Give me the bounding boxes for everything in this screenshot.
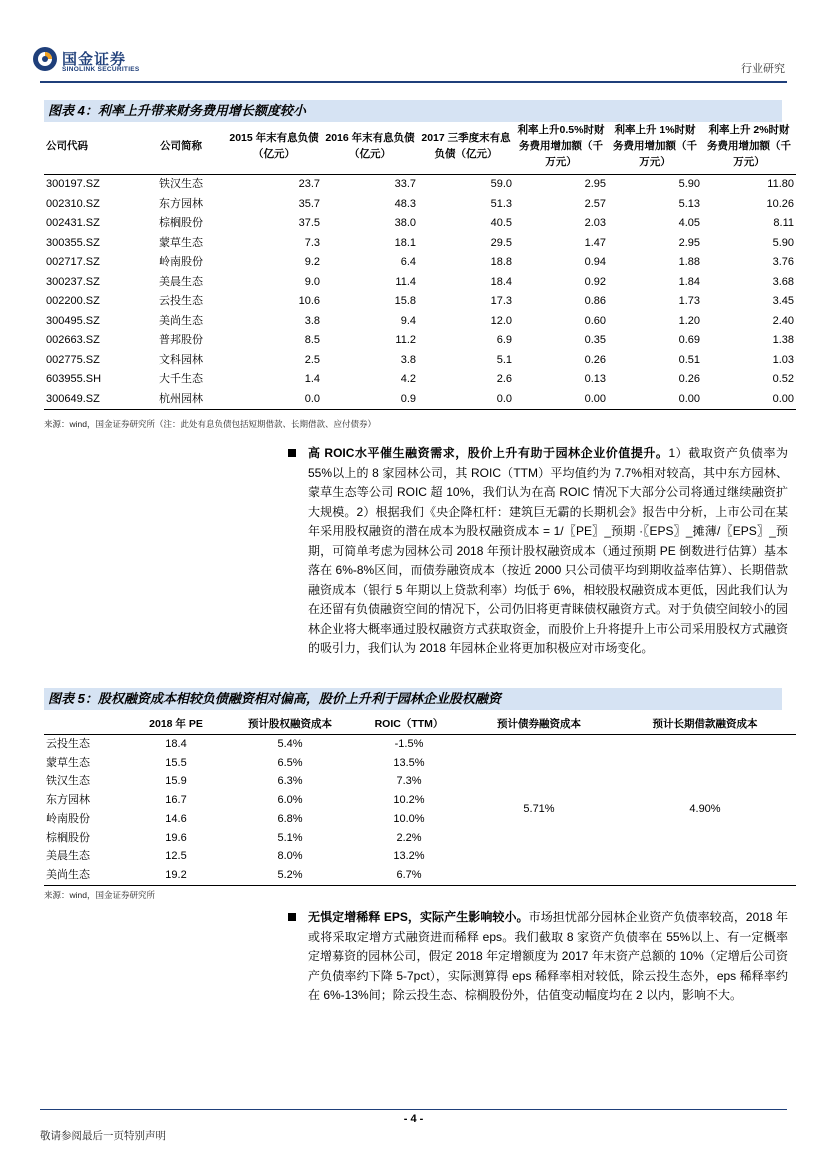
col-header: 2018 年 PE — [149, 717, 203, 730]
loan-cost-cell: 4.90% — [689, 803, 721, 816]
table-cell: 6.5% — [277, 756, 303, 769]
table-cell: 东方园林 — [46, 794, 90, 807]
table-cell: 3.45 — [772, 295, 794, 307]
table-cell: 15.9 — [165, 775, 187, 788]
section-label: 行业研究 — [741, 63, 785, 75]
table-cell: 云投生态 — [159, 295, 203, 307]
table-cell: 6.7% — [396, 868, 422, 881]
sinolink-logo-icon — [32, 46, 58, 72]
table-cell: 文科园林 — [159, 353, 203, 366]
table-row — [44, 390, 796, 410]
paragraph-lead: 无惧定增稀释 EPS，实际产生影响较小。 — [308, 910, 529, 924]
col-header: 2017 三季度末有息负债（亿元） — [421, 132, 511, 160]
table-cell: 603955.SH — [46, 373, 102, 385]
col-header: 公司简称 — [160, 140, 202, 152]
table-cell: 蒙草生态 — [159, 236, 203, 249]
table-cell: 7.3 — [304, 236, 320, 249]
table-cell: 蒙草生态 — [46, 756, 90, 769]
table-cell: 0.94 — [584, 256, 606, 268]
table-cell: 1.88 — [678, 256, 700, 268]
table-cell: 300495.SZ — [46, 314, 100, 327]
table-cell: 11.4 — [395, 275, 416, 288]
col-header — [44, 712, 126, 735]
table-cell: 2.5 — [304, 353, 320, 366]
table-cell: 5.90 — [678, 178, 700, 190]
table-cell: 29.5 — [490, 236, 512, 249]
table-cell: 铁汉生态 — [46, 775, 90, 788]
table-cell: 0.52 — [772, 373, 794, 385]
table-cell: 002200.SZ — [46, 295, 100, 307]
table-cell: 4.05 — [678, 217, 700, 229]
table-cell: 35.7 — [298, 197, 320, 210]
table-cell: 13.5% — [393, 756, 425, 769]
table-cell: 18.8 — [490, 256, 512, 268]
table-cell: 7.3% — [396, 775, 422, 788]
table-cell: 300649.SZ — [46, 392, 100, 405]
table-cell: 1.47 — [584, 236, 606, 249]
table-cell: 8.11 — [773, 217, 794, 229]
table-cell: 300197.SZ — [46, 178, 100, 190]
table-cell: 2.95 — [678, 236, 700, 249]
table-cell: 0.51 — [678, 353, 700, 366]
table-cell: 37.5 — [298, 217, 320, 229]
table-cell: 美晨生态 — [159, 275, 203, 288]
table-cell: 铁汉生态 — [159, 178, 203, 190]
table-row — [44, 351, 796, 371]
col-header: 利率上升0.5%时财务费用增加额（千万元） — [517, 124, 605, 168]
table-cell: 0.00 — [678, 392, 700, 405]
table-cell: 12.0 — [490, 314, 512, 327]
table-cell: 3.8 — [400, 353, 416, 366]
table-cell: 棕榈股份 — [46, 831, 90, 844]
table-cell: 5.2% — [277, 868, 303, 881]
paragraph-body: 1）截取资产负债率为 55%以上的 8 家园林公司，其 ROIC（TTM）平均值约为 7.7%相对较高，其中东方园林、蒙草生态等公司 ROIC 超 10%，我们认为在高 ROIC 情况下大部分公司将通过继续融资扩大规模。2）根据我们《央企降杠杆：建筑巨无霸的长期机会》报告中分析，上市公司在某年采用股权融资的潜在成本为股权融资成本 = 1/〖PE〗_预期 ·〖EPS〗_摊薄/〖EPS〗_预期，可简单考虑为园林公司 2018 年预计股权融资成本（通过预期 PE 倒数进行估算）基本落在 6%-8%区间，而债券融资成本（按近 2000 只公司债平均到期收益率估算）、长期借款融资成本（银行 5 年期以上贷款利率）均低于 6%，相较股权融资成本更低，因此我们认为在还留有负债融资空间的情况下，公司仍旧将更青睐债权融资方式。对于负债空间较小的园林企业将大概率通过股权融资方式获取资金，而股价上升将提升上市公司采用股权方式融资的吸引力，我们认为 2018 年园林企业将更加积极应对市场变化。 — [308, 446, 789, 655]
table-cell: 10.26 — [766, 197, 794, 210]
table-cell: 5.1% — [277, 831, 303, 844]
table-cell: 6.4 — [400, 256, 416, 268]
table-cell: 棕榈股份 — [159, 217, 203, 229]
table-cell: 002431.SZ — [46, 217, 100, 229]
table-cell: 10.2% — [393, 794, 425, 807]
paragraph-lead: 高 ROIC水平催生融资需求，股价上升有助于园林企业价值提升。 — [308, 446, 669, 460]
table-cell: 18.1 — [394, 236, 416, 249]
table-cell: 8.5 — [304, 334, 320, 346]
logo-english-name: SINOLINK SECURITIES — [62, 66, 140, 73]
table-cell: 48.3 — [394, 197, 416, 210]
table-cell: 15.5 — [165, 756, 187, 769]
table-cell: 5.1 — [496, 353, 512, 366]
table-cell: 云投生态 — [46, 738, 90, 750]
paragraph-roic — [308, 444, 788, 659]
bullet-square-icon — [288, 449, 296, 457]
table-cell: 0.86 — [584, 295, 606, 307]
table-cell: 美尚生态 — [159, 314, 203, 327]
table-row — [44, 370, 796, 390]
table-cell: 岭南股份 — [46, 812, 90, 825]
table-cell: 0.35 — [584, 334, 606, 346]
table-cell: 0.26 — [678, 373, 700, 385]
table-row — [44, 195, 796, 215]
table-cell: 11.2 — [395, 334, 416, 346]
table-cell: 33.7 — [394, 178, 416, 190]
paragraph-eps — [308, 908, 788, 1006]
figure-4-source: 来源：wind，国金证券研究所（注：此处有息负债包括短期借款、长期借款、应付债券） — [44, 419, 376, 429]
table-cell: 6.3% — [277, 775, 303, 788]
table-cell: 2.57 — [584, 197, 606, 210]
table-cell: 0.0 — [304, 392, 320, 405]
table-cell: 8.0% — [277, 850, 303, 863]
table-cell: 300237.SZ — [46, 275, 100, 288]
table-cell: 18.4 — [490, 275, 512, 288]
table-cell: 002310.SZ — [46, 197, 100, 210]
table-cell: 16.7 — [165, 794, 187, 807]
table-cell: 19.2 — [165, 868, 187, 881]
table-cell: 6.0% — [277, 794, 303, 807]
table-cell: 东方园林 — [159, 197, 203, 210]
table-cell: 1.4 — [304, 373, 320, 385]
table-row — [44, 735, 796, 754]
table-row — [44, 273, 796, 293]
table-row — [44, 331, 796, 351]
table-cell: 1.03 — [772, 353, 794, 366]
table-cell: 美晨生态 — [46, 850, 90, 863]
table-cell: 1.84 — [678, 275, 700, 288]
table-cell: 0.0 — [496, 392, 512, 405]
figure-5-table — [44, 712, 796, 886]
table-cell: 2.95 — [584, 178, 606, 190]
logo-chinese-name: 国金证券 — [62, 51, 127, 68]
table-cell: 3.8 — [304, 314, 320, 327]
table-cell: 10.6 — [298, 295, 320, 307]
table-cell: 1.38 — [772, 334, 794, 346]
header-divider — [40, 81, 787, 83]
table-cell: 岭南股份 — [159, 256, 203, 268]
table-row — [44, 312, 796, 332]
table-cell: 11.80 — [767, 178, 794, 190]
table-cell: 5.13 — [678, 197, 700, 210]
table-cell: 23.7 — [298, 178, 320, 190]
table-cell: 10.0% — [393, 812, 425, 825]
col-header: 2015 年末有息负债（亿元） — [229, 132, 319, 160]
table-cell: 0.13 — [584, 373, 606, 385]
table-cell: 0.92 — [584, 275, 606, 288]
table-cell: 13.2% — [393, 850, 425, 863]
table-header-row — [44, 712, 796, 735]
table-cell: 59.0 — [490, 178, 512, 190]
table-cell: 002717.SZ — [46, 256, 100, 268]
table-cell: -1.5% — [394, 738, 424, 750]
table-cell: 002663.SZ — [46, 334, 100, 346]
table-cell: 9.2 — [304, 256, 320, 268]
paragraph-body: 市场担忧部分园林企业资产负债率较高，2018 年或将采取定增方式融资进而稀释 eps。我们截取 8 家资产负债率在 55%以上、有一定概率定增募资的园林公司，假定 2018 年定增额度为 2017 年末资产总额的 10%（定增后公司资产负债率约下降 5-7pct），实际测算得 eps 稀释率相对较低，除云投生态外，eps 稀释率约在 6%-13%间；除云投生态、棕榈股份外，估值变动幅度均在 2 以内，影响不大。 — [308, 910, 788, 1002]
table-cell: 4.2 — [400, 373, 416, 385]
table-cell: 40.5 — [490, 217, 512, 229]
table-row — [44, 175, 796, 195]
table-cell: 5.90 — [772, 236, 794, 249]
disclaimer-note: 敬请参阅最后一页特别声明 — [40, 1130, 166, 1142]
table-cell: 12.5 — [165, 850, 187, 863]
col-header: 利率上升 1%时财务费用增加额（千万元） — [613, 124, 697, 168]
table-cell: 9.4 — [400, 314, 416, 327]
col-header: 预计股权融资成本 — [248, 717, 332, 730]
table-cell: 美尚生态 — [46, 868, 90, 881]
table-cell: 0.00 — [584, 392, 606, 405]
table-cell: 2.40 — [772, 314, 794, 327]
table-cell: 19.6 — [165, 831, 187, 844]
figure-5-title: 图表 5：股权融资成本相较负债融资相对偏高，股价上升利于园林企业股权融资 — [44, 688, 782, 710]
table-cell: 大千生态 — [159, 373, 203, 385]
table-cell: 3.76 — [772, 256, 794, 268]
table-cell: 1.73 — [678, 295, 700, 307]
table-cell: 3.68 — [772, 275, 794, 288]
table-cell: 5.4% — [277, 738, 303, 750]
table-cell: 6.8% — [277, 812, 303, 825]
table-cell: 9.0 — [304, 275, 320, 288]
figure-4-title: 图表 4：利率上升带来财务费用增长额度较小 — [44, 100, 782, 122]
table-cell: 38.0 — [394, 217, 416, 229]
bullet-square-icon — [288, 913, 296, 921]
col-header: 预计债券融资成本 — [497, 717, 581, 730]
table-row — [44, 253, 796, 273]
table-cell: 2.03 — [584, 217, 606, 229]
col-header: 预计长期借款融资成本 — [652, 717, 758, 730]
table-row — [44, 234, 796, 254]
table-row — [44, 214, 796, 234]
table-cell: 14.6 — [165, 812, 187, 825]
table-cell: 2.6 — [496, 373, 512, 385]
table-cell: 普邦股份 — [159, 334, 203, 346]
col-header: 公司代码 — [46, 140, 88, 152]
table-cell: 18.4 — [165, 738, 187, 750]
table-cell: 6.9 — [496, 334, 512, 346]
table-cell: 0.00 — [772, 392, 794, 405]
figure-4-table — [44, 118, 796, 410]
table-cell: 1.20 — [678, 314, 700, 327]
table-cell: 0.60 — [584, 314, 606, 327]
table-cell: 17.3 — [490, 295, 512, 307]
page-number: - 4 - — [403, 1113, 424, 1125]
col-header: ROIC（TTM） — [374, 717, 444, 730]
table-cell: 0.26 — [584, 353, 606, 366]
footer-divider — [40, 1109, 787, 1110]
table-cell: 0.69 — [678, 334, 700, 346]
table-header-row — [44, 118, 796, 175]
table-cell: 杭州园林 — [159, 392, 203, 405]
table-cell: 0.9 — [400, 392, 416, 405]
table-cell: 15.8 — [394, 295, 416, 307]
bond-cost-cell: 5.71% — [523, 803, 555, 816]
table-cell: 300355.SZ — [46, 236, 100, 249]
table-row — [44, 292, 796, 312]
col-header: 2016 年末有息负债（亿元） — [325, 132, 415, 160]
table-cell: 51.3 — [490, 197, 512, 210]
figure-5-source: 来源：wind，国金证券研究所 — [44, 890, 155, 900]
col-header: 利率上升 2%时财务费用增加额（千万元） — [707, 124, 791, 168]
table-cell: 002775.SZ — [46, 353, 100, 366]
table-cell: 2.2% — [396, 831, 422, 844]
